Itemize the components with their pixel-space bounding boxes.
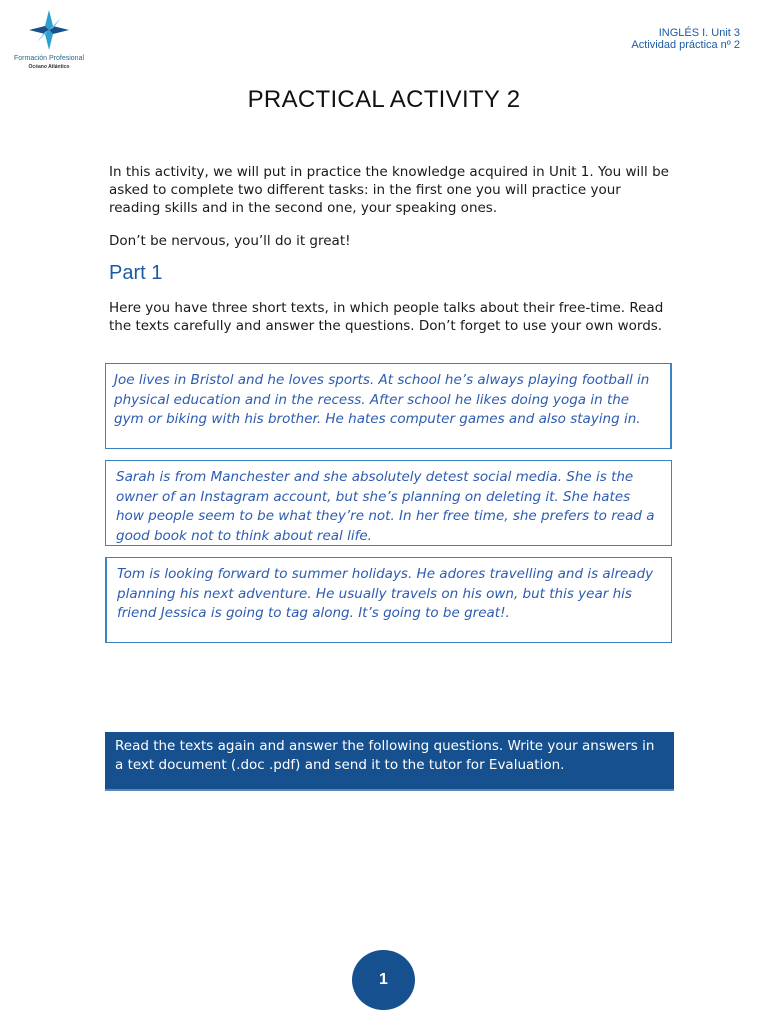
section-heading-part-1: Part 1 <box>109 262 163 284</box>
page-number-badge: 1 <box>352 950 415 1010</box>
text-box-joe <box>105 363 672 449</box>
logo <box>10 8 88 72</box>
activity-label: Actividad práctica nº 2 <box>631 39 740 51</box>
encouragement-paragraph: Don’t be nervous, you’ll do it great! <box>109 233 351 249</box>
header-info <box>631 27 740 51</box>
course-label: INGLÉS I. Unit 3 <box>658 27 740 39</box>
part-intro-paragraph: Here you have three short texts, in which people talks about their free-time. Read the texts carefully and answer the questions. Don’t forget to use your own words. <box>109 300 664 334</box>
text-box-content: Joe lives in Bristol and he loves sports. At school he’s always playing football in physical education and in the recess. After school he likes doing yoga in the gym or biking with his brother. He hates computer games and also staying in. <box>114 372 650 428</box>
logo-line1: Formación Profesional <box>13 55 85 62</box>
compass-star-logo-icon <box>27 8 71 52</box>
text-box-content: Tom is looking forward to summer holidays. He adores travelling and is already planning his next adventure. He usually travels on his own, but this year his friend Jessica is going to tag along. It’s going to be great!. <box>117 566 654 622</box>
text-box-tom <box>105 557 672 643</box>
instruction-banner: Read the texts again and answer the following questions. Write your answers in a text document (.doc .pdf) and send it to the tutor for Evaluation. <box>105 732 674 791</box>
intro-paragraph: In this activity, we will put in practice the knowledge acquired in Unit 1. You will be asked to complete two different tasks: in the first one you will practice your reading skills and in the second one, your speaking ones. <box>109 164 669 216</box>
logo-line2: Océano Atlántico <box>28 64 70 70</box>
page-title: PRACTICAL ACTIVITY 2 <box>247 86 521 113</box>
text-box-sarah <box>105 460 672 546</box>
text-box-content: Sarah is from Manchester and she absolutely detest social media. She is the owner of an Instagram account, but she’s planning on deleting it. She hates how people seem to be what they’re not. In her free time, she prefers to read a good book not to think about real life. <box>116 469 655 544</box>
